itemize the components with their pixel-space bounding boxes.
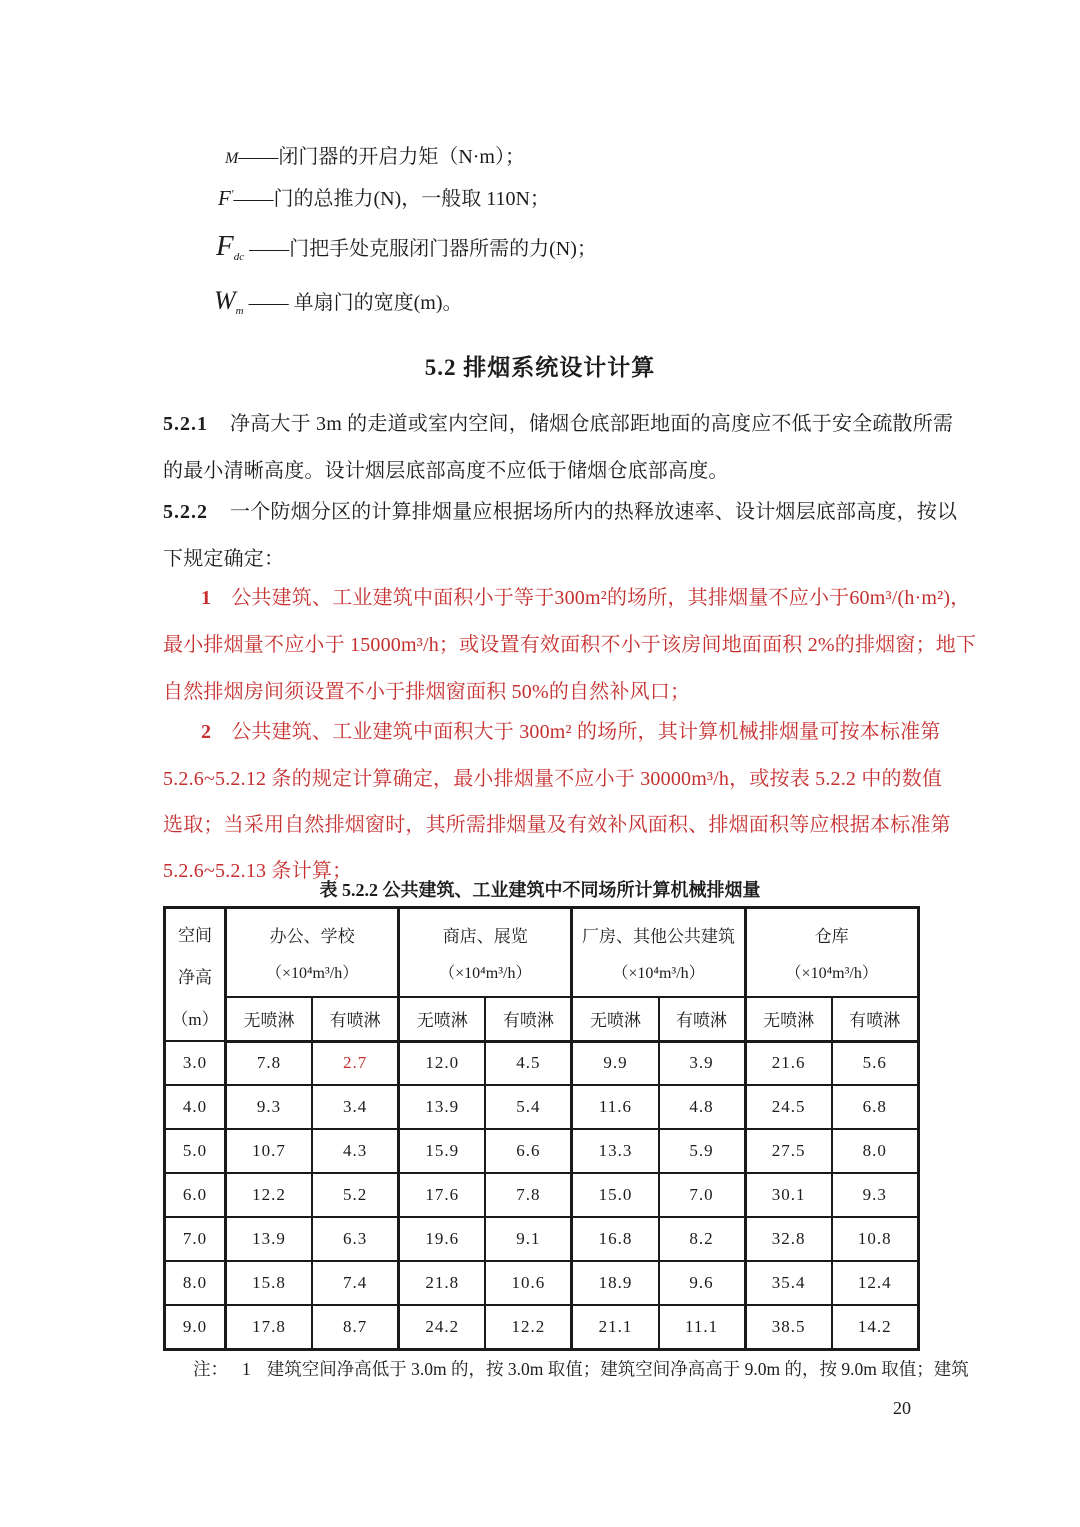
table-caption: 表 5.2.2 公共建筑、工业建筑中不同场所计算机械排烟量 bbox=[319, 880, 761, 900]
clause-text: 净高大于 3m 的走道或室内空间，储烟仓底部距地面的高度应不低于安全疏散所需 bbox=[230, 413, 954, 435]
value-cell: 9.9 bbox=[572, 1041, 659, 1085]
group-unit: （×10⁴m³/h） bbox=[439, 965, 532, 983]
value-cell: 13.9 bbox=[226, 1217, 313, 1261]
subheader-sprinkler: 有喷淋 bbox=[485, 997, 572, 1041]
group-header-shop-exhibition bbox=[399, 908, 572, 998]
value-cell: 35.4 bbox=[745, 1261, 832, 1305]
item-1-line-3: 自然排烟房间须设置不小于排烟窗面积 50%的自然补风口； bbox=[163, 681, 691, 703]
value-cell: 9.1 bbox=[485, 1217, 572, 1261]
value-cell: 30.1 bbox=[745, 1173, 832, 1217]
subheader-no-sprinkler: 无喷淋 bbox=[572, 997, 659, 1041]
value-cell: 16.8 bbox=[572, 1217, 659, 1261]
symbol-subscript-m: m bbox=[235, 305, 244, 317]
table-row bbox=[165, 1041, 919, 1085]
group-stack bbox=[227, 909, 397, 996]
group-name: 办公、学校 bbox=[269, 926, 355, 946]
group-header-office-school bbox=[226, 908, 399, 998]
group-unit: （×10⁴m³/h） bbox=[785, 965, 878, 983]
subheader-sprinkler: 有喷淋 bbox=[312, 997, 399, 1041]
value-cell: 14.2 bbox=[832, 1305, 919, 1349]
table-header-row-sprinkler bbox=[165, 997, 919, 1041]
row-height-cell: 8.0 bbox=[165, 1261, 226, 1305]
value-cell: 27.5 bbox=[745, 1129, 832, 1173]
row-height-cell: 6.0 bbox=[165, 1173, 226, 1217]
value-cell: 12.4 bbox=[832, 1261, 919, 1305]
clause-number: 5.2.2 bbox=[163, 501, 208, 523]
table-row bbox=[165, 1085, 919, 1129]
value-cell: 38.5 bbox=[745, 1305, 832, 1349]
page-number: 20 bbox=[893, 1398, 911, 1418]
subheader-no-sprinkler: 无喷淋 bbox=[226, 997, 313, 1041]
value-cell: 6.8 bbox=[832, 1085, 919, 1129]
value-cell: 6.6 bbox=[485, 1129, 572, 1173]
item-1-line-2: 最小排烟量不应小于 15000m³/h；或设置有效面积不小于该房间地面面积 2%的排烟窗；地下 bbox=[163, 634, 977, 656]
note-label: 注： bbox=[193, 1359, 228, 1379]
note-number: 1 bbox=[242, 1359, 251, 1379]
value-cell: 21.1 bbox=[572, 1305, 659, 1349]
definition-M bbox=[225, 140, 525, 169]
value-cell: 9.3 bbox=[832, 1173, 919, 1217]
corner-header-cell bbox=[165, 908, 226, 1042]
value-cell: 8.0 bbox=[832, 1129, 919, 1173]
table-header-row-groups bbox=[165, 908, 919, 998]
value-cell: 21.6 bbox=[745, 1041, 832, 1085]
value-cell: 4.8 bbox=[659, 1085, 746, 1129]
table-row bbox=[165, 1129, 919, 1173]
clause-5-2-1-line-2: 的最小清晰高度。设计烟层底部高度不应低于储烟仓底部高度。 bbox=[163, 460, 729, 482]
value-cell: 4.3 bbox=[312, 1129, 399, 1173]
value-cell: 15.9 bbox=[399, 1129, 486, 1173]
value-cell: 17.6 bbox=[399, 1173, 486, 1217]
corner-line-3: （m） bbox=[171, 1010, 219, 1029]
table-row bbox=[165, 1305, 919, 1349]
value-cell: 24.5 bbox=[745, 1085, 832, 1129]
value-cell: 21.8 bbox=[399, 1261, 486, 1305]
group-unit: （×10⁴m³/h） bbox=[612, 965, 705, 983]
clause-text: 一个防烟分区的计算排烟量应根据场所内的热释放速率、设计烟层底部高度，按以 bbox=[230, 501, 958, 523]
row-height-cell: 4.0 bbox=[165, 1085, 226, 1129]
table-row bbox=[165, 1261, 919, 1305]
value-cell: 8.2 bbox=[659, 1217, 746, 1261]
symbol-subscript-dc: dc bbox=[233, 251, 245, 263]
definition-Wm bbox=[214, 286, 463, 317]
group-unit: （×10⁴m³/h） bbox=[265, 965, 359, 983]
note-text: 建筑空间净高低于 3.0m 的，按 3.0m 取值；建筑空间净高高于 9.0m 的，按 9.0m 取值；建筑 bbox=[266, 1359, 969, 1379]
definition-text: —— 单扇门的宽度(m)。 bbox=[243, 292, 463, 314]
symbol-W: W bbox=[214, 286, 236, 315]
value-cell: 9.6 bbox=[659, 1261, 746, 1305]
symbol-F: F bbox=[218, 186, 231, 210]
item-2-line-1 bbox=[163, 715, 941, 744]
row-height-cell: 5.0 bbox=[165, 1129, 226, 1173]
corner-line-1: 空间 bbox=[178, 926, 212, 945]
item-1-line-1 bbox=[163, 581, 971, 610]
definition-text: ——门把手处克服闭门器所需的力(N)； bbox=[244, 238, 597, 260]
section-heading: 5.2 排烟系统设计计算 bbox=[424, 355, 656, 380]
value-cell: 7.4 bbox=[312, 1261, 399, 1305]
value-cell: 19.6 bbox=[399, 1217, 486, 1261]
value-cell: 13.9 bbox=[399, 1085, 486, 1129]
corner-line-2: 净高 bbox=[178, 968, 212, 987]
symbol-M: M bbox=[225, 150, 239, 167]
corner-stack bbox=[166, 909, 224, 1040]
value-cell: 18.9 bbox=[572, 1261, 659, 1305]
value-cell: 9.3 bbox=[226, 1085, 313, 1129]
table-row bbox=[165, 1173, 919, 1217]
definition-text: ——闭门器的开启力矩（N·m）； bbox=[238, 146, 525, 168]
row-height-cell: 7.0 bbox=[165, 1217, 226, 1261]
smoke-exhaust-table bbox=[163, 906, 920, 1351]
item-text: 公共建筑、工业建筑中面积大于 300m² 的场所，其计算机械排烟量可按本标准第 bbox=[231, 721, 941, 743]
clause-5-2-2-line-2: 下规定确定： bbox=[163, 548, 285, 570]
group-header-factory-public bbox=[572, 908, 745, 998]
item-number: 2 bbox=[201, 721, 212, 743]
value-cell-highlighted: 2.7 bbox=[312, 1041, 399, 1085]
subheader-sprinkler: 有喷淋 bbox=[659, 997, 746, 1041]
item-2-line-3: 选取；当采用自然排烟窗时，其所需排烟量及有效补风面积、排烟面积等应根据本标准第 bbox=[163, 814, 951, 836]
value-cell: 32.8 bbox=[745, 1217, 832, 1261]
subheader-no-sprinkler: 无喷淋 bbox=[745, 997, 832, 1041]
value-cell: 7.0 bbox=[659, 1173, 746, 1217]
group-stack bbox=[747, 909, 917, 996]
value-cell: 11.6 bbox=[572, 1085, 659, 1129]
value-cell: 10.7 bbox=[226, 1129, 313, 1173]
group-name: 仓库 bbox=[814, 926, 849, 946]
value-cell: 10.6 bbox=[485, 1261, 572, 1305]
item-text: 公共建筑、工业建筑中面积小于等于300m²的场所，其排烟量不应小于60m³/(h·m²)， bbox=[231, 587, 971, 609]
value-cell: 12.2 bbox=[226, 1173, 313, 1217]
value-cell: 15.0 bbox=[572, 1173, 659, 1217]
definition-F-prime bbox=[218, 182, 550, 211]
value-cell: 3.4 bbox=[312, 1085, 399, 1129]
value-cell: 24.2 bbox=[399, 1305, 486, 1349]
clause-number: 5.2.1 bbox=[163, 413, 208, 435]
item-2-line-4: 5.2.6~5.2.13 条计算； bbox=[163, 860, 353, 882]
value-cell: 4.5 bbox=[485, 1041, 572, 1085]
group-stack bbox=[400, 909, 570, 996]
value-cell: 5.2 bbox=[312, 1173, 399, 1217]
value-cell: 3.9 bbox=[659, 1041, 746, 1085]
subheader-sprinkler: 有喷淋 bbox=[832, 997, 919, 1041]
value-cell: 5.4 bbox=[485, 1085, 572, 1129]
value-cell: 15.8 bbox=[226, 1261, 313, 1305]
table-row bbox=[165, 1217, 919, 1261]
group-stack bbox=[573, 909, 743, 996]
item-number: 1 bbox=[201, 587, 212, 609]
symbol-F: F bbox=[216, 230, 234, 262]
value-cell: 10.8 bbox=[832, 1217, 919, 1261]
value-cell: 6.3 bbox=[312, 1217, 399, 1261]
group-name: 商店、展览 bbox=[442, 926, 528, 946]
row-height-cell: 9.0 bbox=[165, 1305, 226, 1349]
group-header-warehouse bbox=[745, 908, 918, 998]
row-height-cell: 3.0 bbox=[165, 1041, 226, 1085]
group-name: 厂房、其他公共建筑 bbox=[582, 926, 735, 946]
item-2-line-2: 5.2.6~5.2.12 条的规定计算确定，最小排烟量不应小于 30000m³/h，或按表 5.2.2 中的数值 bbox=[163, 768, 943, 790]
clause-5-2-2-line-1 bbox=[163, 495, 958, 524]
value-cell: 12.2 bbox=[485, 1305, 572, 1349]
value-cell: 8.7 bbox=[312, 1305, 399, 1349]
clause-5-2-1-line-1 bbox=[163, 407, 954, 436]
definition-Fdc bbox=[216, 230, 597, 263]
table-note bbox=[193, 1356, 969, 1381]
value-cell: 7.8 bbox=[485, 1173, 572, 1217]
value-cell: 11.1 bbox=[659, 1305, 746, 1349]
value-cell: 17.8 bbox=[226, 1305, 313, 1349]
subheader-no-sprinkler: 无喷淋 bbox=[399, 997, 486, 1041]
definition-text: ——门的总推力(N)，一般取 110N； bbox=[233, 188, 550, 210]
value-cell: 13.3 bbox=[572, 1129, 659, 1173]
symbol-prime: ′ bbox=[230, 186, 234, 201]
value-cell: 12.0 bbox=[399, 1041, 486, 1085]
value-cell: 5.6 bbox=[832, 1041, 919, 1085]
value-cell: 5.9 bbox=[659, 1129, 746, 1173]
value-cell: 7.8 bbox=[226, 1041, 313, 1085]
